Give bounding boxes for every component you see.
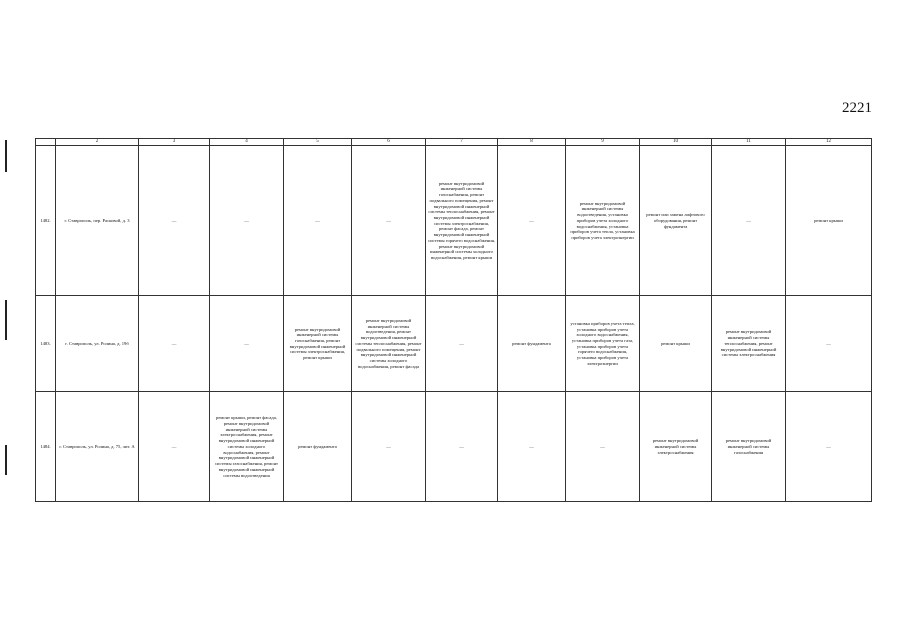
- row-number: 1484.: [36, 392, 56, 502]
- table-cell: —: [426, 392, 498, 502]
- table-cell: ремонт внутридомовой инженерной системы водоотведения, установка приборов учета холодного водоснабжения, установка приборов учета тепла, установка приборов учета электроэнергии: [566, 146, 640, 296]
- table-cell: ремонт фундамента: [498, 296, 566, 392]
- table-cell: —: [210, 146, 284, 296]
- column-header: [36, 139, 56, 146]
- table-row: [36, 296, 872, 392]
- table-cell: ремонт крыши: [640, 296, 712, 392]
- table-row: [36, 392, 872, 502]
- row-address: г. Ставрополь, ул. Ролина, д. 19б: [56, 296, 139, 392]
- column-header: 9: [566, 139, 640, 146]
- repair-schedule-table: [35, 138, 872, 502]
- table-cell: ремонт или замена лифтового оборудования, ремонт фундамента: [640, 146, 712, 296]
- table-cell: —: [284, 146, 352, 296]
- table-cell: —: [426, 296, 498, 392]
- table-cell: —: [566, 392, 640, 502]
- scan-edge-mark-middle: [5, 300, 7, 340]
- table-cell: —: [139, 392, 210, 502]
- table-cell: —: [786, 296, 872, 392]
- scan-edge-mark-top: [5, 140, 7, 172]
- table-cell: —: [712, 146, 786, 296]
- column-header: 8: [498, 139, 566, 146]
- table-cell: —: [352, 146, 426, 296]
- table-cell: —: [352, 392, 426, 502]
- table-cell: —: [139, 146, 210, 296]
- table-row: [36, 146, 872, 296]
- table-cell: ремонт внутридомовой инженерной системы электроснабжения: [640, 392, 712, 502]
- table-cell: ремонт внутридомовой инженерной системы водоотведения, ремонт внутридомовой инженерной системы теплоснабжения, ремонт подвального помещения, ремонт внутридомовой инженерной системы холодного водоснабжения, ремонт фасада: [352, 296, 426, 392]
- column-header: 10: [640, 139, 712, 146]
- row-number: 1482.: [36, 146, 56, 296]
- table-cell: ремонт крыши, ремонт фасада, ремонт внутридомовой инженерной системы электроснабжения, ремонт внутридомовой инженерной системы холодного водоснабжения, ремонт внутридомовой инженерной системы газоснабжения, ремонт внутридомовой инженерной системы водоотведения: [210, 392, 284, 502]
- table-cell: ремонт внутридомовой инженерной системы газоснабжения, ремонт подвального помещения, ремонт внутридомовой инженерной системы теплоснабжения, ремонт внутридомовой инженерной системы электроснабжения, ремонт фасада, ремонт внутридомовой инженерной системы горячего водоснабжения, ремонт внутридомовой инженерной системы холодного водоснабжения, ремонт крыши: [426, 146, 498, 296]
- table-cell: ремонт внутридомовой инженерной системы газоснабжения, ремонт внутридомовой инженерной системы электроснабжения, ремонт крыши: [284, 296, 352, 392]
- column-header: 5: [284, 139, 352, 146]
- column-header: 6: [352, 139, 426, 146]
- row-address: г. Ставрополь, ул. Ролина, д. 75, лит. А: [56, 392, 139, 502]
- column-number-header-row: [36, 139, 872, 146]
- table-cell: установка приборов учета тепла, установка приборов учета холодного водоснабжения, установка приборов учета газа, установка приборов учета горячего водоснабжения, установка приборов учета электроэнергии: [566, 296, 640, 392]
- row-address: г. Ставрополь, пер. Расковой, д. 3: [56, 146, 139, 296]
- table-cell: ремонт крыши: [786, 146, 872, 296]
- table-cell: ремонт внутридомовой инженерной системы теплоснабжения, ремонт внутридомовой инженерной системы электроснабжения: [712, 296, 786, 392]
- table-cell: ремонт внутридомовой инженерной системы газоснабжения: [712, 392, 786, 502]
- table-cell: —: [498, 146, 566, 296]
- column-header: 2: [56, 139, 139, 146]
- table-cell: ремонт фундамента: [284, 392, 352, 502]
- page-number: 2221: [842, 100, 872, 116]
- column-header: 7: [426, 139, 498, 146]
- scan-edge-mark-bottom: [5, 445, 7, 475]
- column-header: 3: [139, 139, 210, 146]
- column-header: 4: [210, 139, 284, 146]
- table-cell: —: [210, 296, 284, 392]
- table-cell: —: [498, 392, 566, 502]
- column-header: 12: [786, 139, 872, 146]
- table-cell: —: [139, 296, 210, 392]
- column-header: 11: [712, 139, 786, 146]
- table-cell: —: [786, 392, 872, 502]
- row-number: 1483.: [36, 296, 56, 392]
